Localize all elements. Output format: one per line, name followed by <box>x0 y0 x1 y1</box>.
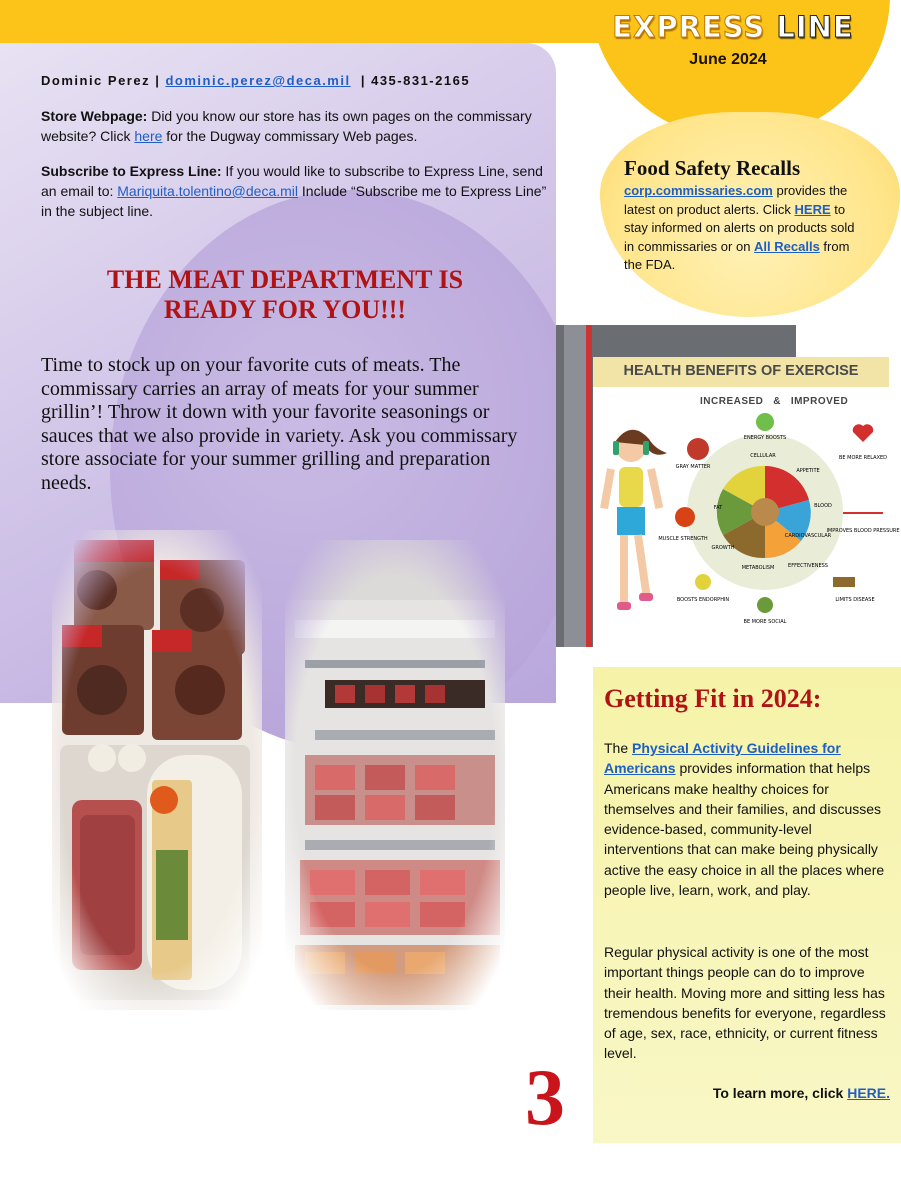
store-webpage-label: Store Webpage: <box>41 108 148 124</box>
headline-line-1: THE MEAT DEPARTMENT IS <box>106 265 464 294</box>
recalls-title: Food Safety Recalls <box>624 156 801 180</box>
brand-word-express: EXPRESS <box>612 10 766 44</box>
learn-more-link[interactable]: HERE. <box>847 1085 890 1101</box>
subscribe-email-link[interactable]: Mariquita.tolentino@deca.mil <box>117 183 299 199</box>
label-muscle: MUSCLE STRENGTH <box>658 536 708 542</box>
poster-subtitle-amp: & <box>773 396 781 407</box>
page-number: 3 <box>525 1054 565 1142</box>
physical-activity-guidelines-link[interactable]: Physical Activity Guidelines for Americans <box>604 740 841 777</box>
recalls-text-2: to stay informed on alerts on products sold in commissaries or on <box>624 201 855 254</box>
commissaries-site-link[interactable]: corp.commissaries.com <box>624 183 773 198</box>
fit-p1-start: The <box>604 740 633 756</box>
label-cellular: CELLULAR <box>750 453 776 459</box>
label-gray-matter: GRAY MATTER <box>675 464 711 470</box>
all-recalls-link[interactable]: All Recalls <box>754 238 820 254</box>
contact-name: Dominic Perez <box>41 73 151 88</box>
meat-case-photo <box>285 540 505 1010</box>
contact-line <box>41 73 470 88</box>
label-endorphin: BOOSTS ENDORPHIN <box>676 597 730 603</box>
label-growth: GROWTH <box>711 545 735 551</box>
recalls-here-link[interactable]: HERE <box>794 201 831 217</box>
meat-packages-photo <box>52 530 262 1010</box>
label-metabolism: METABOLISM <box>741 565 775 571</box>
brand-word-line: LINE <box>776 10 854 44</box>
contact-phone: 435-831-2165 <box>371 73 471 88</box>
label-disease: LIMITS DISEASE <box>835 597 875 603</box>
label-social: BE MORE SOCIAL <box>743 619 787 625</box>
getting-fit-paragraph-1 <box>604 738 892 900</box>
store-webpage-link[interactable]: here <box>134 128 163 144</box>
learn-more-text: To learn more, click <box>712 1085 848 1101</box>
subscribe-label: Subscribe to Express Line: <box>41 163 222 179</box>
poster-subtitle-left: INCREASED <box>700 396 764 407</box>
store-webpage-note <box>41 106 541 146</box>
subscribe-text-end: Include “Subscribe me to Express Line” in the subject line. <box>41 183 547 219</box>
meat-headline <box>45 265 525 325</box>
recalls-text <box>624 182 856 275</box>
separator: | <box>155 73 161 88</box>
contact-email-link[interactable]: dominic.perez@deca.mil <box>165 73 351 88</box>
fit-p1-end: provides information that helps Americans make healthy choices for themselves and their families, and discusses evidence-based, community-level interventions that can make being physically active the easy choice in all the places where people live, learn, work, and play. <box>604 760 885 899</box>
store-webpage-text: Did you know our store has its own pages on the commissary website? Click <box>41 108 532 144</box>
store-webpage-text-end: for the Dugway commissary Web pages. <box>162 128 418 144</box>
learn-more-line <box>604 1085 890 1101</box>
meat-body-text: Time to stock up on your favorite cuts of meats. The commissary carries an array of meats for your summer grillin’! Throw it down with your favorite seasonings or sauces that we also provide in variety. Ask you commissary store associate for your summer grilling and preparation needs. <box>41 354 518 494</box>
recalls-text-1: provides the latest on product alerts. Click <box>624 183 848 217</box>
label-relaxed: BE MORE RELAXED <box>838 455 888 461</box>
poster-subtitle <box>700 396 848 407</box>
label-fat: FAT <box>713 505 723 511</box>
poster-title: HEALTH BENEFITS OF EXERCISE <box>623 363 859 379</box>
label-energy: ENERGY BOOSTS <box>743 435 787 441</box>
getting-fit-paragraph-2: Regular physical activity is one of the most important things people can do to improve their health. Moving more and sitting less has tremendous benefits for everyone, regardless of age, sex, race, ethnicity, or current fitness level. <box>604 944 886 1062</box>
headline-line-2: READY FOR YOU!!! <box>163 295 407 324</box>
issue-date: June 2024 <box>689 51 767 68</box>
label-appetite: APPETITE <box>796 468 820 474</box>
label-blood: BLOOD <box>814 503 832 509</box>
subscribe-note <box>41 161 551 221</box>
label-cardio: CARDIOVASCULAR <box>784 533 832 539</box>
subscribe-text: If you would like to subscribe to Express Line, send an email to: <box>41 163 543 199</box>
getting-fit-title: Getting Fit in 2024: <box>604 684 822 713</box>
poster-subtitle-right: IMPROVED <box>790 396 849 407</box>
label-effectiveness: EFFECTIVENESS <box>788 563 828 569</box>
label-blood-pressure: IMPROVES BLOOD PRESSURE <box>826 528 900 534</box>
recalls-text-3: from the FDA. <box>624 238 850 272</box>
separator: | <box>360 73 366 88</box>
newsletter-title <box>598 10 868 44</box>
